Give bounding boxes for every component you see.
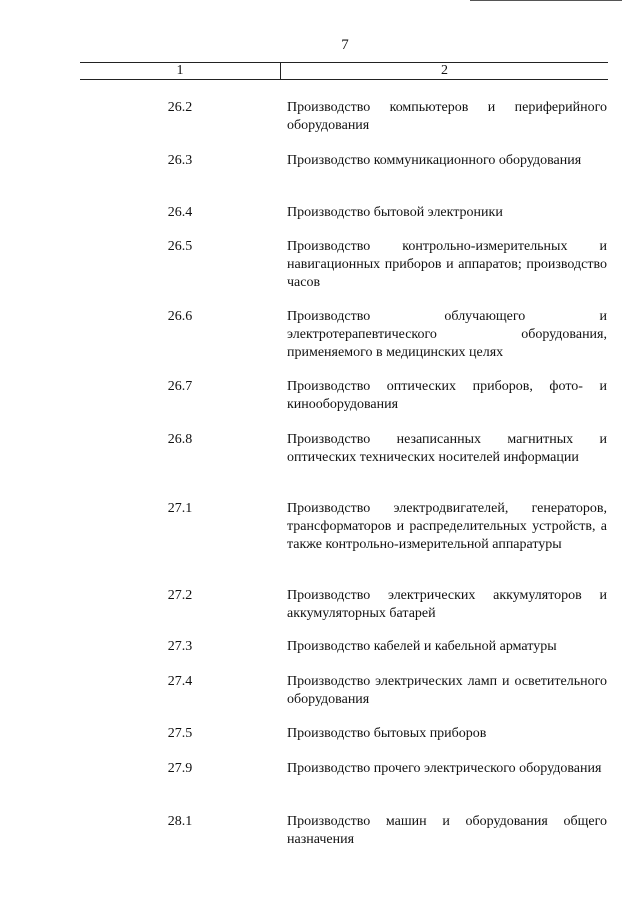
row-code: 28.1	[167, 814, 193, 829]
header-col-1: 1	[176, 63, 184, 78]
row-description: Производство электрических ламп и осветительного оборудования	[287, 674, 607, 707]
row-code: 27.2	[167, 588, 193, 603]
row-description: Производство оптических приборов, фото- и кинооборудования	[287, 379, 607, 412]
row-code: 27.3	[167, 639, 193, 654]
row-description: Производство кабелей и кабельной арматуры	[287, 639, 557, 654]
row-code: 26.8	[167, 432, 193, 447]
row-description: Производство электрических аккумуляторов и аккумуляторных батарей	[287, 588, 607, 621]
row-code: 27.9	[167, 761, 193, 776]
row-description: Производство электродвигателей, генераторов, трансформаторов и распределительных устройств, а также контрольно-измерительной аппаратуры	[287, 501, 607, 552]
row-code: 27.1	[167, 501, 193, 516]
row-description: Производство бытовой электроники	[287, 205, 503, 220]
page-number: 7	[341, 37, 349, 53]
top-rule	[470, 0, 622, 1]
row-description: Производство облучающего и электротерапевтического оборудования, применяемого в медицинских целях	[287, 309, 607, 360]
row-code: 26.5	[167, 239, 193, 254]
row-code: 26.6	[167, 309, 193, 324]
row-code: 26.4	[167, 205, 193, 220]
row-code: 26.2	[167, 100, 193, 115]
row-description: Производство коммуникационного оборудования	[287, 153, 582, 168]
table-header	[80, 62, 608, 80]
row-description: Производство контрольно-измерительных и навигационных приборов и аппаратов; производство часов	[287, 239, 607, 290]
row-code: 26.7	[167, 379, 193, 394]
header-col-2: 2	[441, 63, 448, 78]
row-description: Производство бытовых приборов	[287, 726, 487, 741]
row-code: 26.3	[167, 153, 193, 168]
row-code: 27.5	[167, 726, 193, 741]
row-description: Производство незаписанных магнитных и оптических технических носителей информации	[287, 432, 607, 465]
row-code: 27.4	[167, 674, 193, 689]
row-description: Производство компьютеров и периферийного оборудования	[287, 100, 607, 133]
row-description: Производство прочего электрического оборудования	[287, 761, 602, 776]
row-description: Производство машин и оборудования общего назначения	[287, 814, 607, 847]
